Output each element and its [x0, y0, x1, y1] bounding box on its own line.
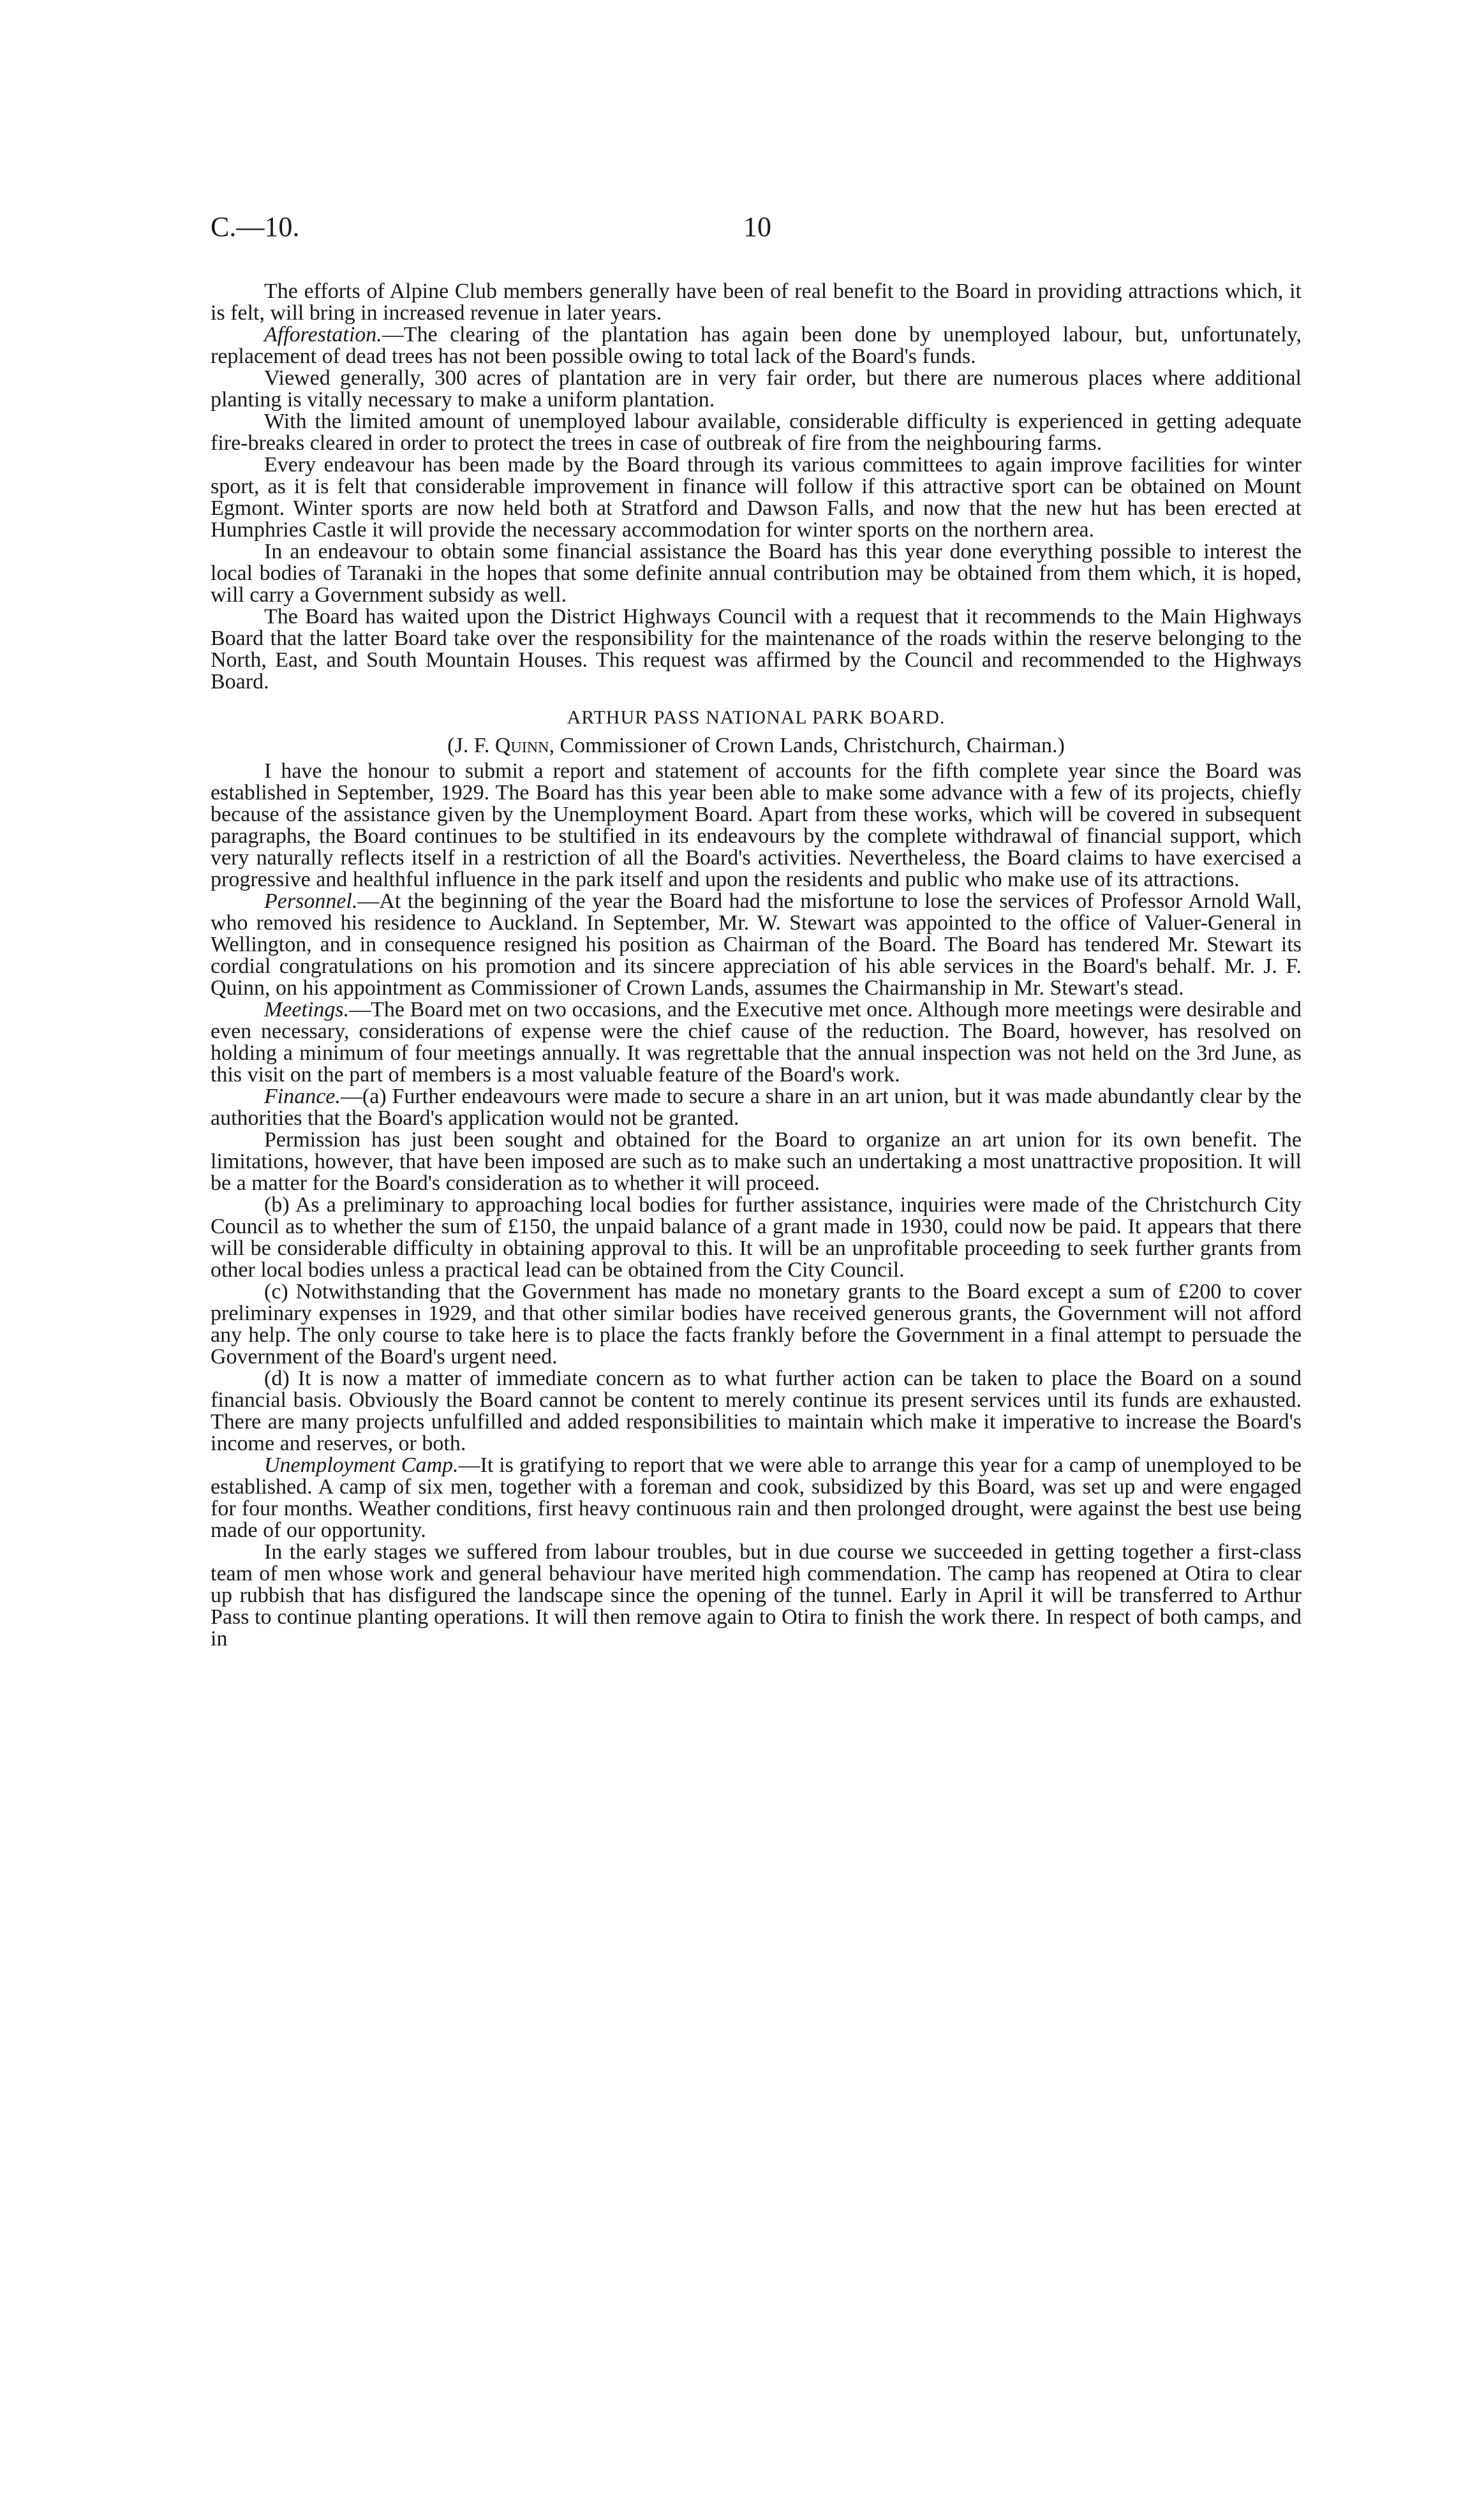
- paragraph-text: Every endeavour has been made by the Board through its various committees to again improve facilities for winter sport, as it is felt that considerable improvement in finance will follow if this attractive sport can be obtained on Mount Egmont. Winter sports are now held both at Stratford and Dawson Falls, and now that the new hut has been erected at Humphries Castle it will provide the necessary accommodation for winter sports on the northern area.: [211, 453, 1302, 542]
- paragraph: [211, 1455, 1302, 1541]
- paragraph-text: (d) It is now a matter of immediate concern as to what further action can be taken to place the Board on a sound financial basis. Obviously the Board cannot be content to merely continue its present services until its funds are exhausted. There are many projects unfulfilled and added responsibilities to maintain which make it imperative to increase the Board's income and reserves, or both.: [211, 1367, 1302, 1455]
- page-number: 10: [743, 211, 771, 242]
- paragraph-text: With the limited amount of unemployed labour available, considerable difficulty is experienced in getting adequate fire-breaks cleared in order to protect the trees in case of outbreak of fire from the neighbouring farms.: [211, 410, 1302, 455]
- paragraph-lead: Unemployment Camp.: [264, 1453, 459, 1477]
- paragraph-text: —It is gratifying to report that we were able to arrange this year for a camp of unemployed to be established. A camp of six men, together with a foreman and cook, subsidized by this Board, was set up and were engaged for four months. Weather conditions, first heavy continuous rain and then prolonged drought, were against the best use being made of our opportunity.: [211, 1453, 1302, 1542]
- section-heading: ARTHUR PASS NATIONAL PARK BOARD.: [567, 707, 946, 728]
- page-reference: C.—10.: [211, 211, 300, 242]
- subheading-suffix: , Commissioner of Crown Lands, Christchurch, Chairman.): [549, 734, 1065, 757]
- paragraph: [211, 891, 1302, 999]
- paragraph-text: —At the beginning of the year the Board had the misfortune to lose the services of Professor Arnold Wall, who removed his residence to Auckland. In September, Mr. W. Stewart was appointed to the office of Valuer-General in Wellington, and in consequence resigned his position as Chairman of the Board. The Board has tendered Mr. Stewart its cordial congratulations on his promotion and its sincere appreciation of his able services in the Board's behalf. Mr. J. F. Quinn, on his appointment as Commissioner of Crown Lands, assumes the Chairmanship in Mr. Stewart's stead.: [211, 889, 1302, 1000]
- paragraph-lead: Finance.: [264, 1085, 341, 1108]
- paragraph-text: Permission has just been sought and obtained for the Board to organize an art union for its own benefit. The limitations, however, that have been imposed are such as to make such an undertaking a most unattractive proposition. It will be a matter for the Board's consideration as to whether it will proceed.: [211, 1128, 1302, 1195]
- paragraph-text: —The clearing of the plantation has again been done by unemployed labour, but, unfortunately, replacement of dead trees has not been possible owing to total lack of the Board's funds.: [211, 323, 1302, 368]
- subheading-prefix: (J. F.: [447, 734, 495, 757]
- paragraph-text: —(a) Further endeavours were made to secure a share in an art union, but it was made abundantly clear by the authorities that the Board's application would not be granted.: [211, 1085, 1302, 1130]
- paragraph-lead: Afforestation.: [264, 323, 382, 346]
- paragraph: [211, 1194, 1302, 1281]
- paragraph-text: (c) Notwithstanding that the Government has made no monetary grants to the Board except a sum of £200 to cover preliminary expenses in 1929, and that other similar bodies have received generous grants, the Government will not afford any help. The only course to take here is to place the facts frankly before the Government in a final attempt to persuade the Government of the Board's urgent need.: [211, 1280, 1302, 1369]
- paragraph: [211, 1086, 1302, 1129]
- paragraph: [211, 324, 1302, 367]
- paragraph-text: The efforts of Alpine Club members generally have been of real benefit to the Board in providing attractions which, it is felt, will bring in increased revenue in later years.: [211, 279, 1302, 325]
- paragraph: [211, 1129, 1302, 1194]
- paragraph-lead: Meetings.: [264, 998, 350, 1021]
- paragraph-text: Viewed generally, 300 acres of plantation are in very fair order, but there are numerous places where additional planting is vitally necessary to make a uniform plantation.: [211, 366, 1302, 412]
- page-header: [211, 211, 1302, 249]
- paragraph-lead: Personnel.: [264, 889, 358, 913]
- paragraph-text: —The Board met on two occasions, and the Executive met once. Although more meetings were desirable and even necessary, considerations of expense were the chief cause of the reduction. The Board, however, has resolved on holding a minimum of four meetings annually. It was regrettable that the annual inspection was not held on the 3rd June, as this visit on the part of members is a most valuable feature of the Board's work.: [211, 998, 1302, 1087]
- paragraph: [211, 1541, 1302, 1650]
- paragraph: [211, 1368, 1302, 1455]
- paragraph: [211, 281, 1302, 324]
- paragraph-text: (b) As a preliminary to approaching local bodies for further assistance, inquiries were made of the Christchurch City Council as to whether the sum of £150, the unpaid balance of a grant made in 1930, could now be paid. It appears that there will be considerable difficulty in obtaining approval to this. It will be an unprofitable proceeding to seek further grants from other local bodies unless a practical lead can be obtained from the City Council.: [211, 1193, 1302, 1282]
- paragraph: [211, 367, 1302, 411]
- document-body: [211, 281, 1302, 1650]
- paragraph: [211, 761, 1302, 891]
- paragraph: [211, 1281, 1302, 1368]
- paragraph-text: In an endeavour to obtain some financial assistance the Board has this year done everything possible to interest the local bodies of Taranaki in the hopes that some definite annual contribution may be obtained from them which, it is hoped, will carry a Government subsidy as well.: [211, 540, 1302, 607]
- paragraph: [211, 454, 1302, 541]
- chairman-name: Quinn: [494, 734, 549, 757]
- paragraph-text: The Board has waited upon the District Highways Council with a request that it recommends to the Main Highways Board that the latter Board take over the responsibility for the maintenance of the roads within the reserve belonging to the North, East, and South Mountain Houses. This request was affirmed by the Council and recommended to the Highways Board.: [211, 605, 1302, 694]
- section-subheading: [211, 735, 1302, 757]
- paragraph: [211, 541, 1302, 606]
- paragraph-text: I have the honour to submit a report and statement of accounts for the fifth complete year since the Board was established in September, 1929. The Board has this year been able to make some advance with a few of its projects, chiefly because of the assistance given by the Unemployment Board. Apart from these works, which will be covered in subsequent paragraphs, the Board continues to be stultified in its endeavours by the complete withdrawal of financial support, which very naturally reflects itself in a restriction of all the Board's activities. Nevertheless, the Board claims to have exercised a progressive and healthful influence in the park itself and upon the residents and public who make use of its attractions.: [211, 759, 1302, 891]
- paragraph: [211, 606, 1302, 693]
- paragraph: [211, 411, 1302, 454]
- paragraph: [211, 999, 1302, 1086]
- paragraph-text: In the early stages we suffered from labour troubles, but in due course we succeeded in getting together a first-class team of men whose work and general behaviour have merited high commendation. The camp has reopened at Otira to clear up rubbish that has disfigured the landscape since the opening of the tunnel. Early in April it will be transferred to Arthur Pass to continue planting operations. It will then remove again to Otira to finish the work there. In respect of both camps, and in: [211, 1540, 1302, 1651]
